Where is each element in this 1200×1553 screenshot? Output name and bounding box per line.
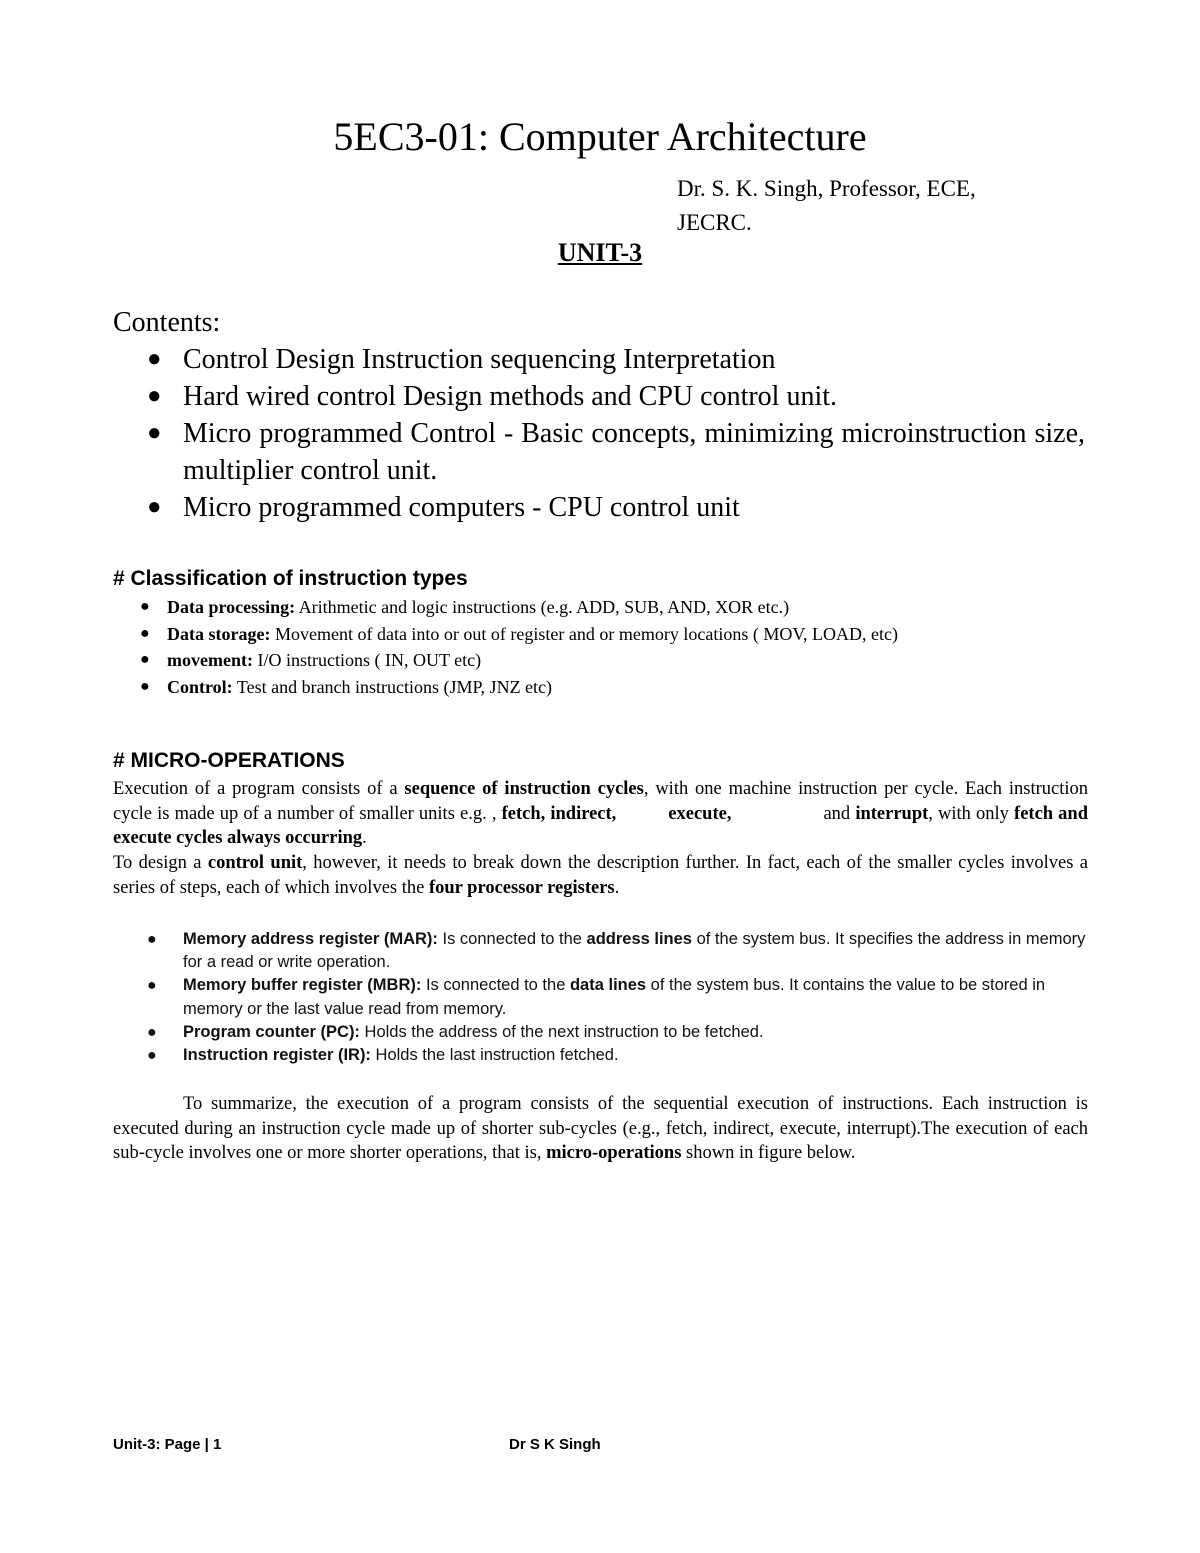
bullet-icon: ● bbox=[140, 598, 150, 615]
list-item: ● Control: Test and branch instructions (JMP, JNZ etc) bbox=[113, 674, 1093, 701]
document-title: 5EC3-01: Computer Architecture bbox=[333, 114, 867, 159]
bullet-icon: ● bbox=[147, 420, 162, 446]
contents-heading: Contents: bbox=[113, 307, 221, 338]
list-item: ● Micro programmed computers - CPU control unit bbox=[113, 489, 1085, 526]
summary-paragraph: To summarize, the execution of a program consists of the sequential execution of instructions. Each instruction is executed during an instruction cycle made up of shorter sub-cycles (e.g., fetch, indirect, execute, interrupt).The execution of each sub-cycle involves one or more shorter operations, that is, micro-operations shown in figure below. bbox=[113, 1094, 1088, 1163]
bullet-icon: ● bbox=[147, 494, 162, 520]
footer-page-number: Unit-3: Page | 1 bbox=[113, 1436, 222, 1453]
micro-operations-paragraph-2: To design a control unit, however, it needs to break down the description further. In fact, each of the smaller cycles involves a series of steps, each of which involves the four processor registers. bbox=[113, 853, 1088, 898]
register-list bbox=[113, 928, 1088, 1067]
list-item: ● movement: I/O instructions ( IN, OUT etc) bbox=[113, 647, 1093, 674]
list-item: ● Hard wired control Design methods and CPU control unit. bbox=[113, 378, 1085, 415]
micro-operations-paragraph-1: Execution of a program consists of a sequence of instruction cycles, with one machine instruction per cycle. Each instruction cycle is made up of a number of smaller units e.g. , fetch, indirect, execute, and interrupt, with only fetch and execute cycles always occurring. bbox=[113, 779, 1089, 848]
bullet-icon: ● bbox=[147, 1047, 157, 1065]
unit-heading: UNIT-3 bbox=[557, 238, 643, 267]
classification-heading: # Classification of instruction types bbox=[113, 567, 468, 590]
list-item: ● Memory address register (MAR): Is connected to the address lines of the system bus. It specifies the address in memory for a read or write operation. bbox=[147, 930, 1086, 972]
list-item: ● Control Design Instruction sequencing Interpretation bbox=[113, 341, 1085, 378]
micro-operations-heading: # MICRO-OPERATIONS bbox=[113, 749, 345, 772]
author-line-1: Dr. S. K. Singh, Professor, ECE, bbox=[677, 176, 976, 201]
list-item: ● Memory buffer register (MBR): Is connected to the data lines of the system bus. It contains the value to be stored in memory or the last value read from memory. bbox=[147, 976, 1046, 1018]
classification-list bbox=[113, 594, 1093, 700]
bullet-icon: ● bbox=[140, 677, 150, 695]
list-item: ● Data processing: Arithmetic and logic instructions (e.g. ADD, SUB, AND, XOR etc.) bbox=[113, 594, 1093, 621]
bullet-icon: ● bbox=[147, 1023, 157, 1041]
author-line-2: JECRC. bbox=[677, 210, 752, 235]
bullet-icon: ● bbox=[147, 931, 157, 948]
bullet-icon: ● bbox=[147, 977, 157, 995]
list-item: ● Program counter (PC): Holds the address of the next instruction to be fetched. bbox=[113, 1021, 1088, 1044]
author-block bbox=[677, 172, 1057, 240]
footer-author: Dr S K Singh bbox=[509, 1436, 601, 1453]
bullet-icon: ● bbox=[147, 346, 162, 372]
list-item: ● Micro programmed Control - Basic concepts, minimizing microinstruction size, multiplier control unit. bbox=[113, 415, 1085, 489]
list-item: ● Instruction register (IR): Holds the last instruction fetched. bbox=[113, 1044, 1088, 1067]
contents-list bbox=[113, 341, 1085, 526]
list-item: ● Data storage: Movement of data into or out of register and or memory locations ( MOV, LOAD, etc) bbox=[113, 621, 1093, 648]
bullet-icon: ● bbox=[140, 624, 150, 642]
bullet-icon: ● bbox=[147, 383, 162, 409]
bullet-icon: ● bbox=[140, 651, 150, 668]
